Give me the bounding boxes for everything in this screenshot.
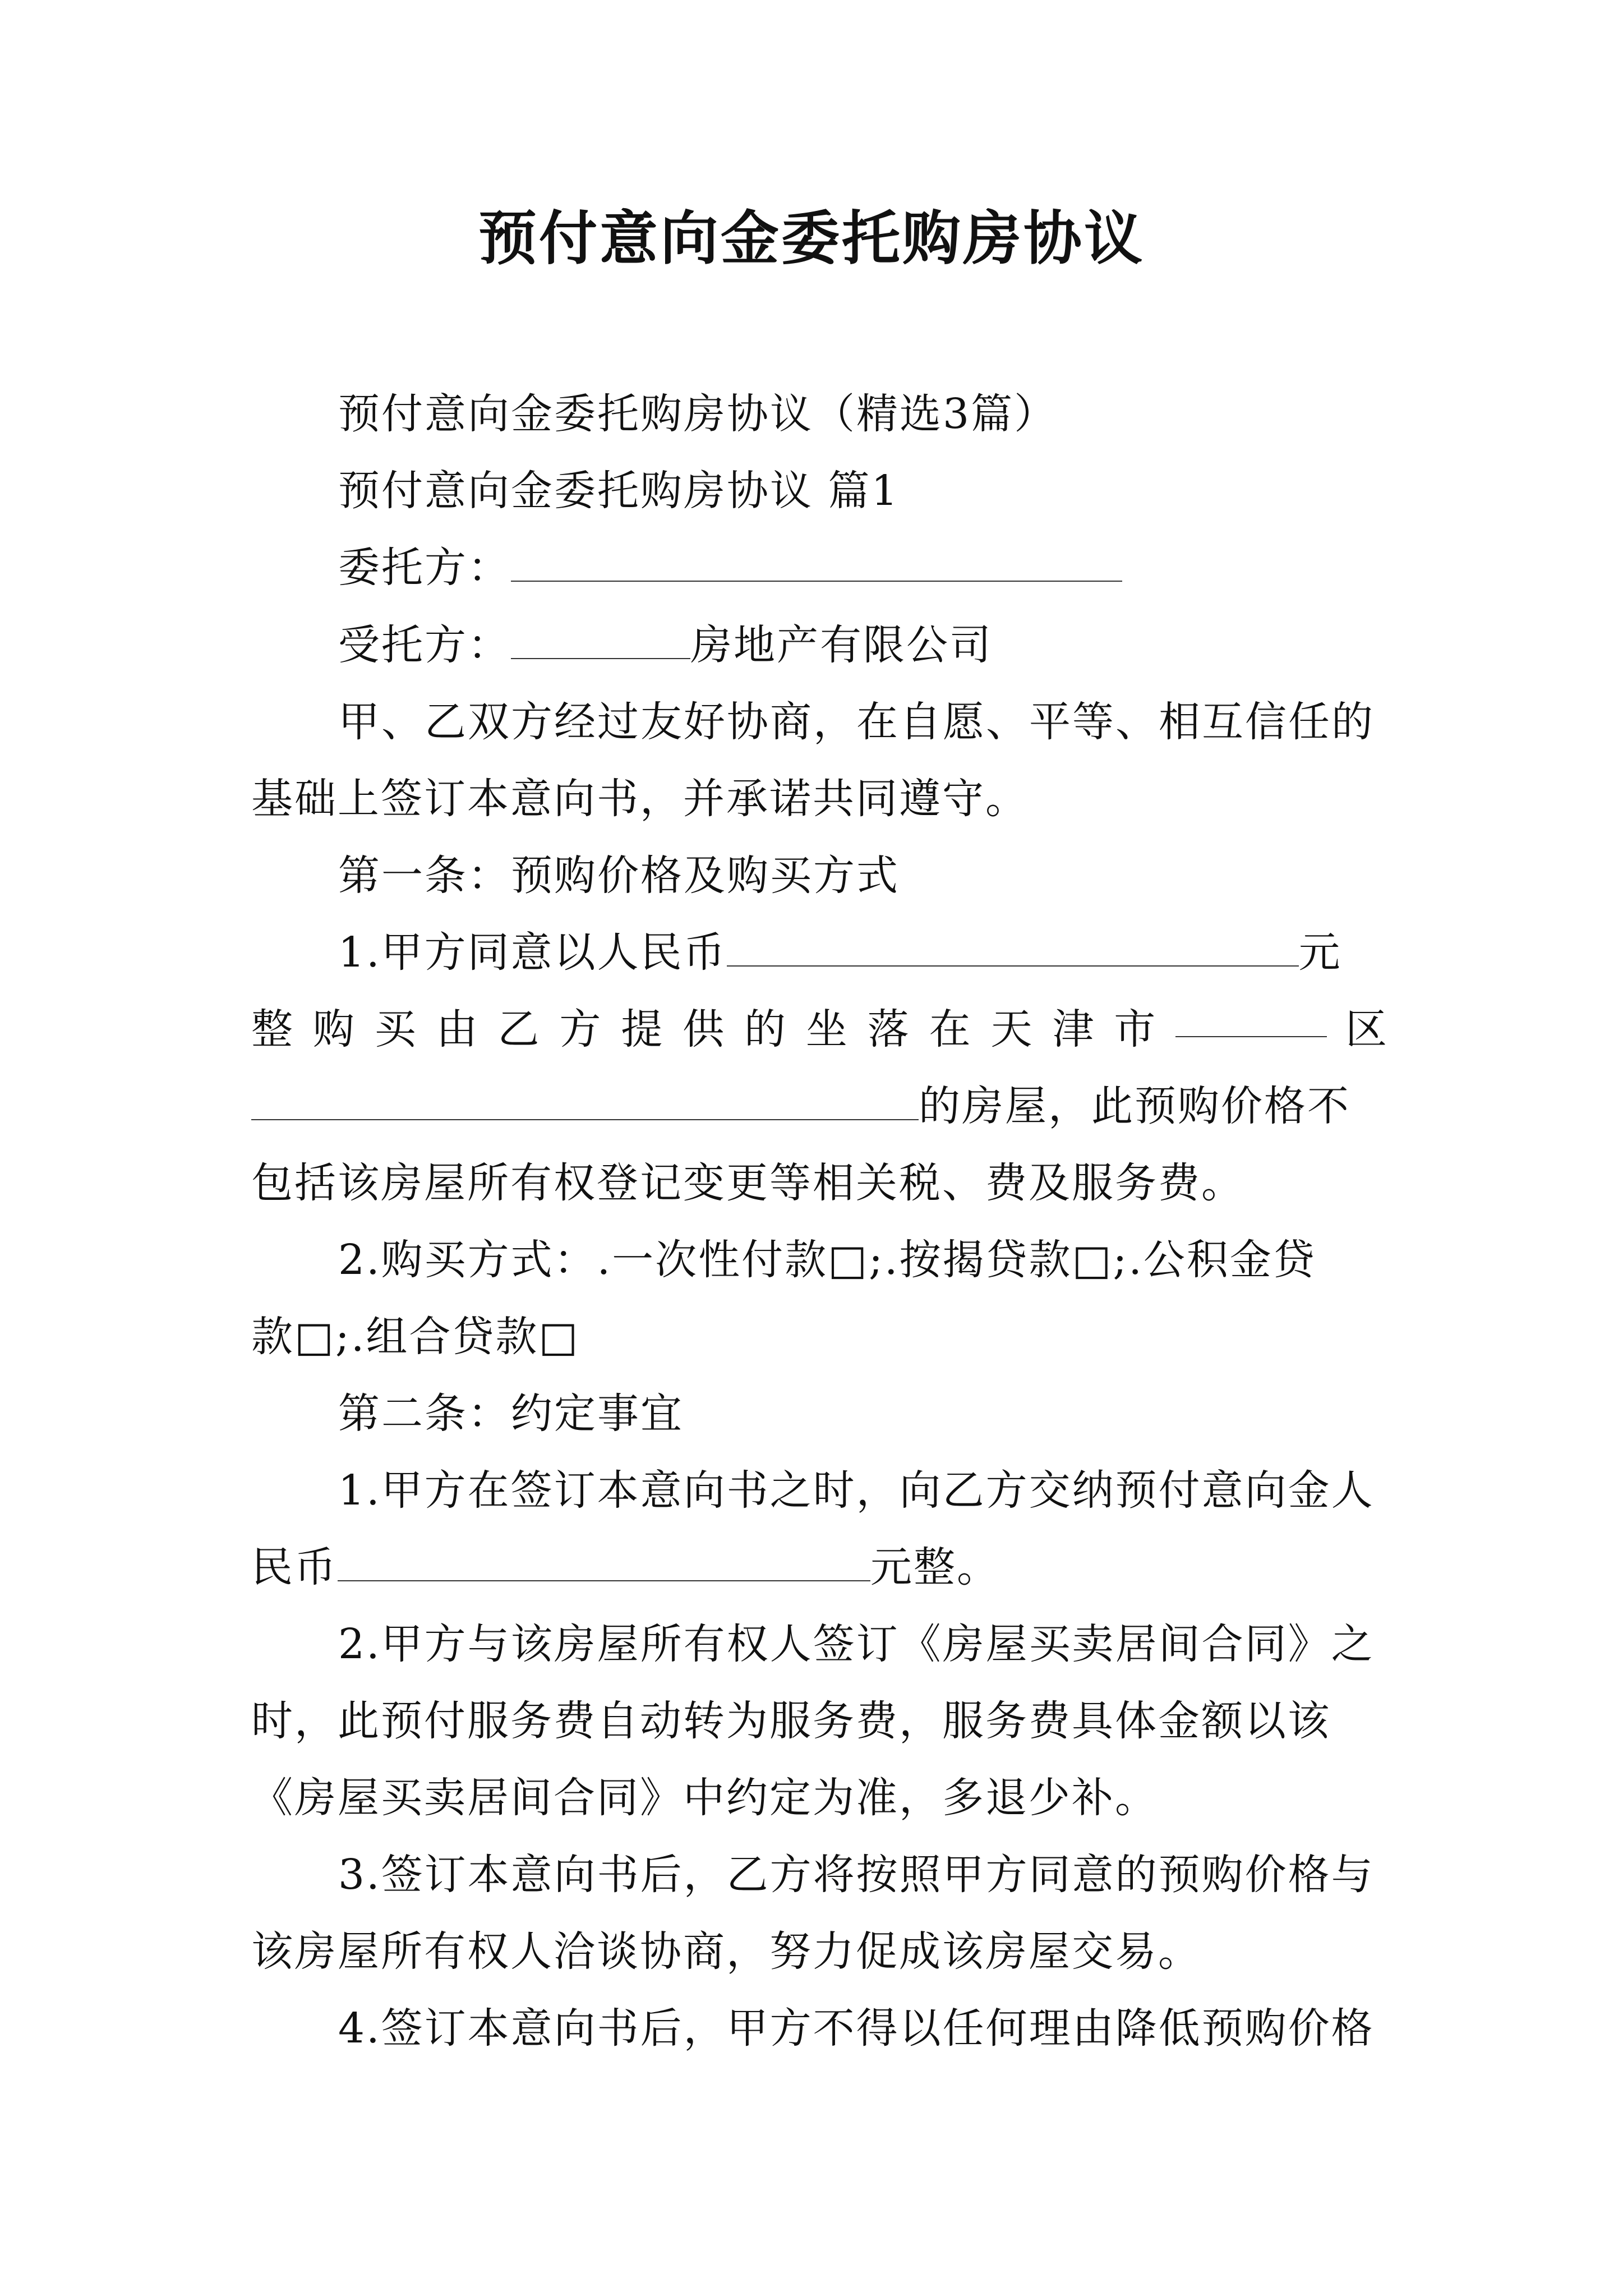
payment-method-line: 款□;.组合贷款□ (251, 1313, 580, 1361)
address-line (251, 1078, 1389, 1134)
paragraph-line: 2.甲方与该房屋所有权人签订《房屋买卖居间合同》之 (338, 1620, 1375, 1668)
location-char: 津 (1052, 1005, 1096, 1053)
location-char: 在 (929, 1005, 972, 1053)
location-char: 由 (436, 1005, 479, 1053)
paragraph-line: 甲、乙双方经过友好协商，在自愿、平等、相互信任的 (338, 698, 1375, 746)
document-title: 预付意向金委托购房协议 (478, 204, 1145, 273)
paragraph-line: 3.签订本意向书后，乙方将按照甲方同意的预购价格与 (338, 1851, 1375, 1899)
agent-company-suffix: 房地产有限公司 (690, 621, 993, 669)
deposit-line (251, 1539, 1389, 1595)
paragraph-line: 1.甲方在签订本意向书之时，向乙方交纳预付意向金人 (338, 1466, 1375, 1515)
location-line (251, 1001, 1389, 1057)
location-char: 坐 (805, 1005, 849, 1053)
deposit-label: 民币 (251, 1543, 338, 1591)
price-blank (727, 931, 1299, 967)
article-heading: 预付意向金委托购房协议 篇1 (338, 467, 900, 515)
section-heading: 第一条：预购价格及购买方式 (338, 852, 900, 900)
paragraph-line: 时，此预付服务费自动转为服务费，服务费具体金额以该 (251, 1697, 1331, 1745)
principal-blank (511, 546, 1122, 582)
district-blank (1175, 1001, 1327, 1037)
paragraph-line: 基础上签订本意向书，并承诺共同遵守。 (251, 775, 1029, 823)
location-char: 购 (312, 1005, 356, 1053)
paragraph-line: 包括该房屋所有权登记变更等相关税、费及服务费。 (251, 1159, 1244, 1207)
agent-blank (511, 623, 690, 659)
location-char: 买 (374, 1005, 418, 1053)
principal-line (251, 540, 1389, 596)
address-tail: 的房屋，此预购价格不 (919, 1082, 1350, 1130)
price-label: 1.甲方同意以人民币 (338, 928, 727, 977)
paragraph-line: 该房屋所有权人洽谈协商，努力促成该房屋交易。 (251, 1927, 1201, 1976)
payment-method-line: 2.购买方式：.一次性付款□;.按揭贷款□;.公积金贷 (338, 1236, 1316, 1284)
location-char: 落 (867, 1005, 911, 1053)
location-char: 供 (683, 1005, 726, 1053)
location-char: 市 (1114, 1005, 1158, 1053)
paragraph-line: 4.签订本意向书后，甲方不得以任何理由降低预购价格 (338, 2004, 1375, 2053)
agent-line (251, 617, 1389, 673)
paragraph-line: 《房屋买卖居间合同》中约定为准，多退少补。 (251, 1774, 1158, 1822)
deposit-unit: 元整。 (870, 1543, 1000, 1591)
principal-label: 委托方： (338, 544, 511, 592)
agent-label: 受托方： (338, 621, 511, 669)
deposit-blank (338, 1545, 870, 1581)
district-label: 区 (1345, 1005, 1389, 1053)
location-char: 乙 (497, 1005, 541, 1053)
location-char: 的 (744, 1005, 787, 1053)
price-line (251, 924, 1389, 981)
price-unit: 元 (1298, 928, 1342, 977)
address-blank (251, 1084, 919, 1120)
location-char: 提 (621, 1005, 665, 1053)
location-char: 天 (990, 1005, 1034, 1053)
subtitle-selection: 预付意向金委托购房协议（精选3篇） (338, 390, 1058, 438)
location-char: 整 (251, 1005, 294, 1053)
location-char: 方 (559, 1005, 603, 1053)
section-heading: 第二条：约定事宜 (338, 1389, 684, 1438)
